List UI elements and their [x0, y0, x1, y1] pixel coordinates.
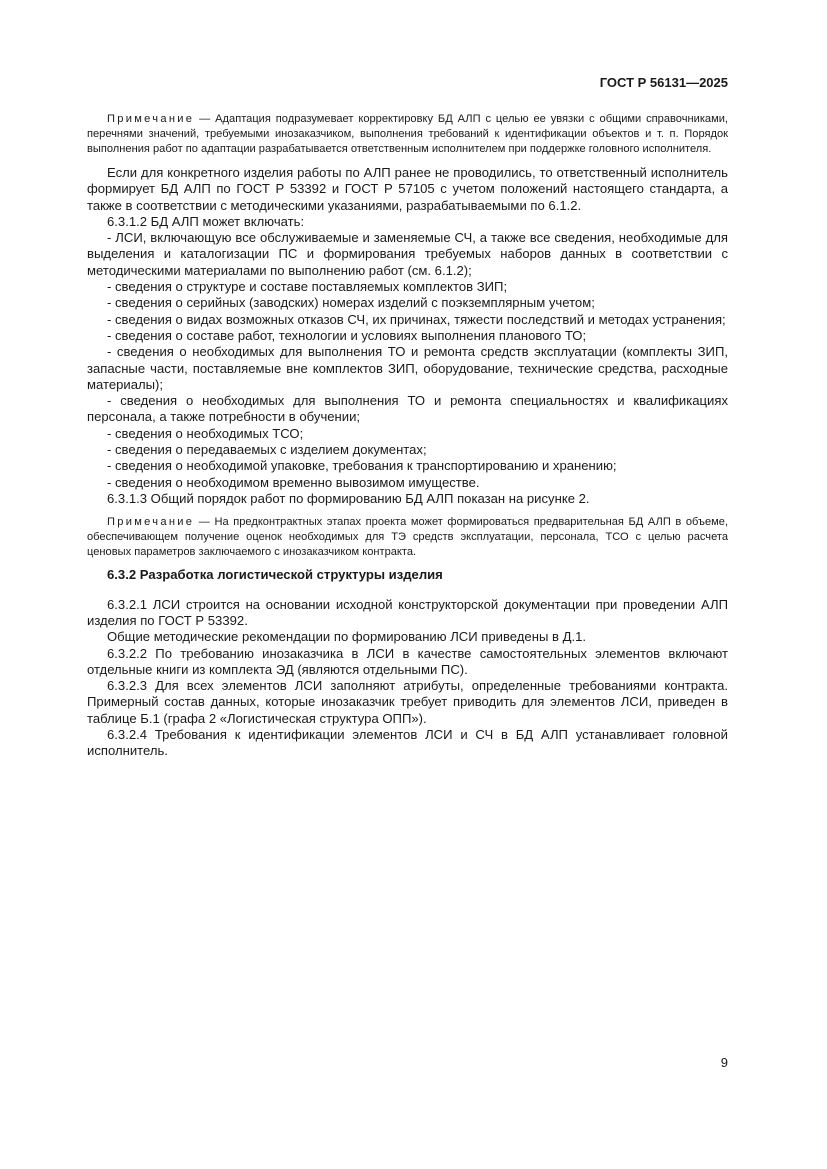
content-list [87, 230, 728, 491]
list-item: - сведения о составе работ, технологии и условиях выполнения планового ТО; [107, 327, 587, 343]
list-item: - ЛСИ, включающую все обслуживаемые и заменяемые СЧ, а также все сведения, необходимые для выделения и каталогизации ПС и формирования требуемых наборов данных в соответствии с методическими материалами по выполнению работ (см. 6.1.2); [87, 230, 728, 278]
clause-6-3-2-1: 6.3.2.1 ЛСИ строится на основании исходной конструкторской документации при проведении АЛП изделия по ГОСТ Р 53392. [87, 596, 728, 628]
clause-6-3-1-3: 6.3.1.3 Общий порядок работ по формированию БД АЛП показан на рисунке 2. [107, 490, 590, 506]
note-label: Примечание [107, 113, 195, 125]
list-item: - сведения о передаваемых с изделием документах; [107, 442, 427, 458]
paragraph-general-recommendations: Общие методические рекомендации по формированию ЛСИ приведены в Д.1. [107, 629, 587, 645]
clause-6-3-2-2: 6.3.2.2 По требованию инозаказчика в ЛСИ в качестве самостоятельных элементов включают отдельные книги из комплекта ЭД (являются отдельными ПС). [87, 645, 728, 677]
document-code-header: ГОСТ Р 56131—2025 [599, 75, 728, 90]
clause-6-3-2-3: 6.3.2.3 Для всех элементов ЛСИ заполняют атрибуты, определенные требованиями контракта. Примерный состав данных, которые инозаказчик требует приводить для элементов ЛСИ, приведен в таблице Б.1 (графа 2 «Логистическая структура ОПП»). [87, 678, 728, 726]
note-adaptation [87, 112, 728, 157]
list-item: - сведения о необходимых для выполнения ТО и ремонта средств эксплуатации (комплекты ЗИП, запасные части, поставляемые вне комплектов ЗИП, оборудование, технические средства, расходные материалы); [87, 344, 728, 392]
note-precontract [87, 515, 728, 560]
clause-6-3-2-4: 6.3.2.4 Требования к идентификации элементов ЛСИ и СЧ в БД АЛП устанавливает головной исполнитель. [87, 727, 728, 759]
note-text: — Адаптация подразумевает корректировку БД АЛП с целью ее увязки с общими справочниками, перечнями значений, требуемыми инозаказчиком, выполнения требований к идентификации объектов и т. п. Порядок выполнения работ по адаптации разрабатывается ответственным исполнителем при поддержке головного исполнителя. [87, 113, 728, 155]
list-item: - сведения о необходимом временно вывозимом имуществе. [107, 474, 480, 490]
list-item: - сведения о серийных (заводских) номерах изделий с поэкземплярным учетом; [107, 295, 595, 311]
note-text: — На предконтрактных этапах проекта может формироваться предварительная БД АЛП в объеме, обеспечивающем получение оценок необходимых для ТЭ средств эксплуатации, персонала, ТСО с целью расчета ценовых параметров заключаемого с инозаказчиком контракта. [87, 516, 728, 559]
clause-6-3-1-2: 6.3.1.2 БД АЛП может включать: [107, 213, 305, 229]
note-label: Примечание [107, 516, 195, 529]
list-item: - сведения о необходимых для выполнения ТО и ремонта специальностях и квалификациях персонала, а также потребности в обучении; [87, 393, 728, 425]
list-item: - сведения о структуре и составе поставляемых комплектов ЗИП; [107, 279, 508, 295]
page-number: 9 [720, 1055, 728, 1070]
list-item: - сведения о необходимой упаковке, требования к транспортированию и хранению; [107, 458, 617, 474]
list-item: - сведения о необходимых ТСО; [107, 425, 304, 441]
section-heading-6-3-2: 6.3.2 Разработка логистической структуры изделия [107, 567, 443, 583]
page-body [87, 112, 728, 760]
list-item: - сведения о видах возможных отказов СЧ, их причинах, тяжести последствий и методах устранения; [107, 311, 726, 327]
paragraph-intro: Если для конкретного изделия работы по АЛП ранее не проводились, то ответственный исполнитель формирует БД АЛП по ГОСТ Р 53392 и ГОСТ Р 57105 с учетом положений настоящего стандарта, а также в соответствии с методическими указаниями, разрабатываемыми по 6.1.2. [87, 165, 728, 213]
